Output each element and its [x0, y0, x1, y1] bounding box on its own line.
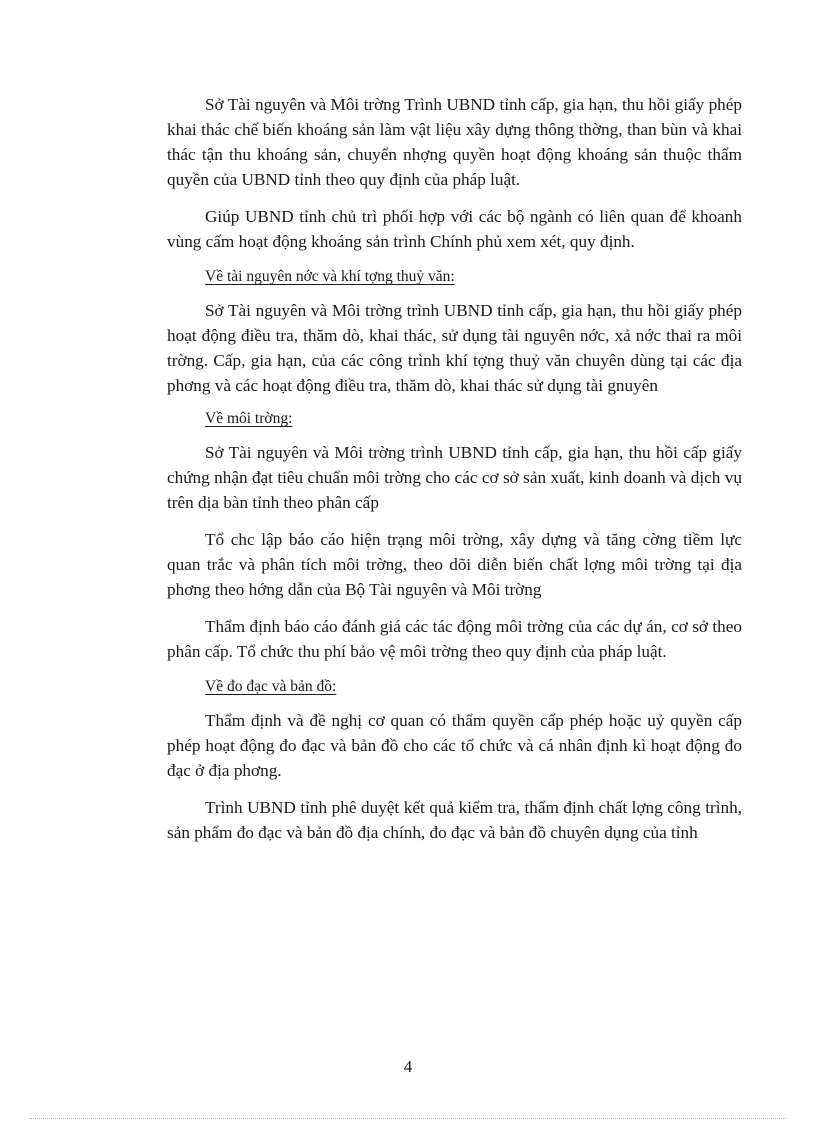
section-heading: Về tài nguyên nớc và khí tợng thuỷ văn: — [205, 268, 455, 285]
paragraph: Sở Tài nguyên và Môi trờng Trình UBND tỉnh cấp, gia hạn, thu hồi giấy phép khai thác chế biến khoáng sản làm vật liệu xây dựng thông thờng, than bùn và khai thác tận thu khoáng sản, chuyển nhợng quyền hoạt động khoáng sản thuộc thẩm quyền của UBND tỉnh theo quy định của pháp luật. — [167, 95, 742, 189]
section-heading: Về đo đạc và bản đồ: — [205, 678, 337, 695]
section-heading: Về môi trờng: — [205, 410, 293, 427]
paragraph: Thẩm định và đề nghị cơ quan có thẩm quyền cấp phép hoặc uỷ quyền cấp phép hoạt động đo đạc và bản đồ cho các tổ chức và cá nhân định kì hoạt động đo đạc ở địa phơng. — [167, 711, 742, 780]
paragraph: Sở Tài nguyên và Môi trờng trình UBND tỉnh cấp, gia hạn, thu hồi giấy phép hoạt động điều tra, thăm dò, khai thác, sử dụng tài nguyên nớc, xả nớc thai ra môi trờng. Cấp, gia hạn, của các công trình khí tợng thuỷ văn chuyên dùng tại các địa phơng và các hoạt động điều tra, thăm dò, khai thác sử dụng tài gnuyên — [167, 301, 742, 395]
footer-divider — [30, 1118, 786, 1119]
page-number: 4 — [403, 1057, 413, 1076]
paragraph: Giúp UBND tỉnh chủ trì phối hợp với các bộ ngành có liên quan để khoanh vùng cấm hoạt động khoáng sản trình Chính phủ xem xét, quy định. — [167, 207, 742, 251]
paragraph: Sở Tài nguyên và Môi trờng trình UBND tỉnh cấp, gia hạn, thu hồi cấp giấy chứng nhận đạt tiêu chuẩn môi trờng cho các cơ sở sản xuất, kinh doanh và dịch vụ trên dịa bàn tỉnh theo phân cấp — [167, 443, 742, 512]
paragraph: Thẩm định báo cáo đánh giá các tác động môi trờng của các dự án, cơ sở theo phân cấp. Tổ chức thu phí bảo vệ môi trờng theo quy định của pháp luật. — [167, 617, 742, 661]
paragraph: Tổ chc lập báo cáo hiện trạng môi trờng, xây dựng và tăng cờng tiềm lực quan trắc và phân tích môi trờng, theo dõi diễn biến chất lợng môi trờng tại địa phơng theo hớng dẫn của Bộ Tài nguyên và Môi trờng — [167, 530, 742, 599]
page-body — [167, 92, 742, 857]
paragraph: Trình UBND tỉnh phê duyệt kết quả kiểm tra, thẩm định chất lợng công trình, sản phẩm đo đạc và bản đồ địa chính, đo đạc và bản đồ chuyên dụng của tỉnh — [167, 798, 742, 842]
